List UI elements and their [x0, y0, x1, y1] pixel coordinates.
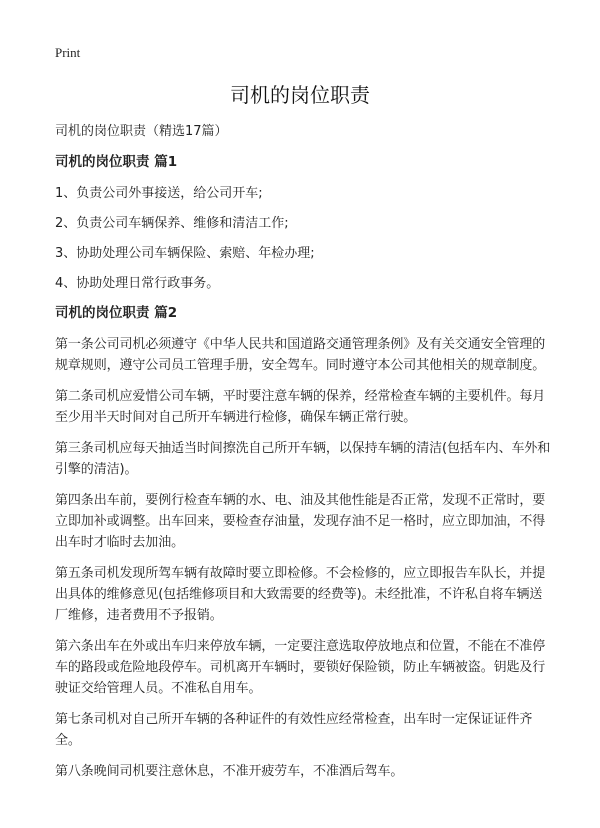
document-subtitle: 司机的岗位职责（精选17篇） — [55, 124, 228, 139]
print-link[interactable]: Print — [55, 45, 81, 60]
list-item: 3、协助处理公司车辆保险、索赔、年检办理; — [55, 246, 315, 261]
article-paragraph: 第五条司机发现所驾车辆有故障时要立即检修。不会检修的，应立即报告车队长，并提出具体的维修意见(包括维修项目和大致需要的经费等)。未经批准，不许私自将车辆送厂维修，违者费用不予报销。 — [55, 566, 546, 623]
article-paragraph: 第二条司机应爱惜公司车辆，平时要注意车辆的保养，经常检查车辆的主要机件。每月至少用半天时间对自己所开车辆进行检修，确保车辆正常行驶。 — [55, 389, 546, 425]
article-paragraph: 第八条晚间司机要注意休息，不准开疲劳车，不准酒后驾车。 — [55, 764, 404, 779]
list-item: 1、负责公司外事接送，给公司开车; — [55, 186, 263, 201]
section-heading-2: 司机的岗位职责 篇2 — [55, 305, 178, 321]
article-paragraph: 第六条出车在外或出车归来停放车辆，一定要注意选取停放地点和位置，不能在不准停车的路段或危险地段停车。司机离开车辆时，要锁好保险锁，防止车辆被盗。钥匙及行驶证交给管理人员。不准私自用车。 — [55, 639, 546, 696]
document-body — [55, 121, 555, 792]
article-paragraph: 第四条出车前，要例行检查车辆的水、电、油及其他性能是否正常，发现不正常时，要立即加补或调整。出车回来，要检查存油量，发现存油不足一格时，应立即加油，不得出车时才临时去加油。 — [55, 493, 546, 550]
article-paragraph: 第七条司机对自己所开车辆的各种证件的有效性应经常检查，出车时一定保证证件齐全。 — [55, 712, 533, 748]
page-title: 司机的岗位职责 — [230, 83, 370, 107]
section-heading-1: 司机的岗位职责 篇1 — [55, 154, 178, 170]
list-item: 2、负责公司车辆保养、维修和清洁工作; — [55, 216, 289, 231]
article-paragraph: 第一条公司司机必须遵守《中华人民共和国道路交通管理条例》及有关交通安全管理的规章规则，遵守公司员工管理手册，安全驾车。同时遵守本公司其他相关的规章制度。 — [55, 337, 546, 373]
article-paragraph: 第三条司机应每天抽适当时间擦洗自己所开车辆，以保持车辆的清洁(包括车内、车外和引擎的清洁)。 — [55, 441, 551, 477]
list-item: 4、协助处理日常行政事务。 — [55, 276, 220, 291]
